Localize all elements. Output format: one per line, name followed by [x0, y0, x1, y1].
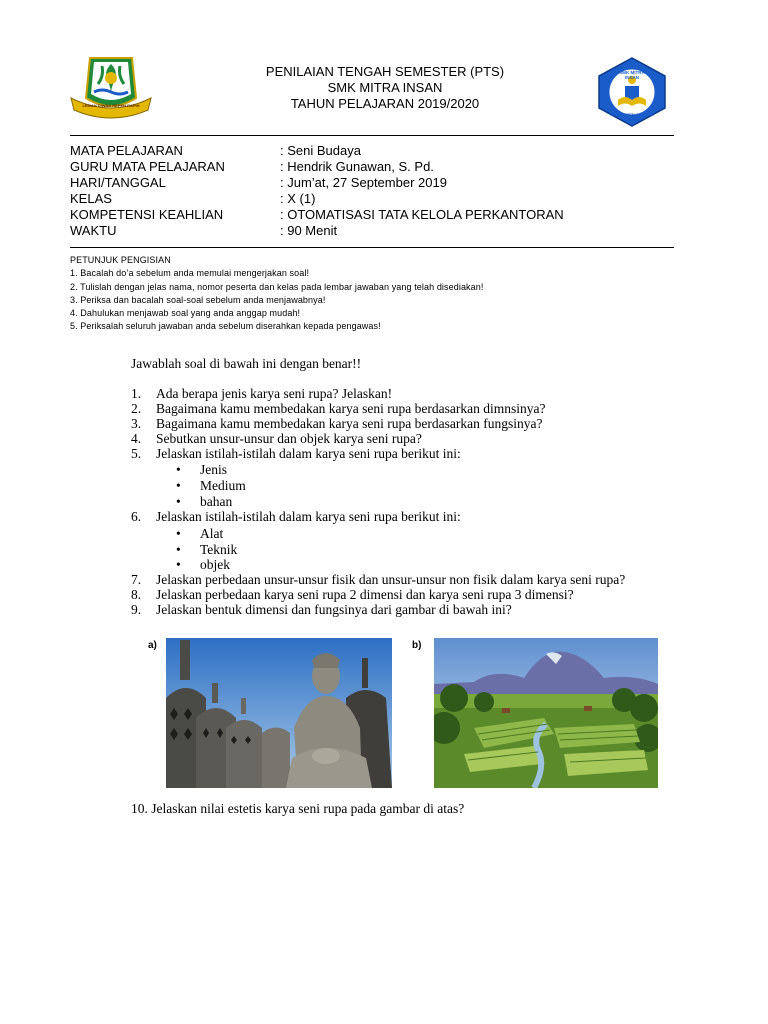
list-item [176, 542, 237, 558]
question-text: Sebutkan unsur-unsur dan objek karya seni rupa? [156, 431, 422, 446]
logo-ring-text-top: SMK MITRA INSAN [619, 70, 645, 80]
question-item [131, 587, 574, 603]
question-number: 4. [131, 431, 142, 446]
west-java-emblem-logo [68, 54, 154, 124]
info-value: : X (1) [280, 191, 316, 206]
list-item [176, 478, 246, 494]
petunjuk-item: 1. Bacalah do’a sebelum anda memulai mengerjakan soal! [70, 268, 310, 278]
emblem-banner-text: LEMAH DIWAN REPEH RAPIH [82, 103, 140, 108]
question-number: 6. [131, 509, 142, 524]
info-divider [70, 247, 674, 248]
list-item [176, 526, 223, 542]
petunjuk-heading: PETUNJUK PENGISIAN [70, 255, 171, 265]
bullet-icon: • [176, 462, 181, 477]
bullet-icon: • [176, 542, 181, 557]
landscape-painting [434, 638, 658, 788]
question-number: 5. [131, 446, 142, 461]
question-text: Jelaskan perbedaan karya seni rupa 2 dimensi dan karya seni rupa 3 dimensi? [156, 587, 574, 602]
question-text: Jelaskan perbedaan unsur-unsur fisik dan unsur-unsur non fisik dalam karya seni rupa? [156, 572, 626, 587]
question-number: 9. [131, 602, 142, 617]
info-label: HARI/TANGGAL [70, 175, 166, 190]
info-value: : Seni Budaya [280, 143, 361, 158]
header-divider [70, 135, 674, 136]
bullet-text: Teknik [200, 542, 238, 557]
question-item [131, 431, 422, 447]
info-label: KOMPETENSI KEAHLIAN [70, 207, 224, 222]
question-number: 3. [131, 416, 142, 431]
logo-ring-text-bottom: KABUPATEN CIANJUR [610, 112, 654, 117]
list-item [176, 462, 227, 478]
question-number: 1. [131, 386, 142, 401]
exam-title-line-2: SMK MITRA INSAN [327, 80, 443, 95]
question-text: Bagaimana kamu membedakan karya seni rupa berdasarkan fungsinya? [156, 416, 543, 431]
bullet-icon: • [176, 526, 181, 541]
info-label: GURU MATA PELAJARAN [70, 159, 225, 174]
exam-title-line-1: PENILAIAN TENGAH SEMESTER (PTS) [265, 64, 505, 79]
instruction-text: Jawablah soal di bawah ini dengan benar!! [131, 356, 362, 371]
question-item [131, 386, 392, 402]
smk-mitra-insan-logo [592, 56, 672, 128]
petunjuk-item: 5. Periksalah seluruh jawaban anda sebelum diserahkan kepada pengawas! [70, 321, 381, 331]
borobudur-buddha-photo [166, 638, 392, 788]
question-item [131, 602, 512, 618]
question-number: 7. [131, 572, 142, 587]
question-text: Jelaskan istilah-istilah dalam karya seni rupa berikut ini: [156, 446, 461, 461]
image-a-label: a) [148, 640, 157, 651]
bullet-text: Medium [200, 478, 246, 493]
question-text: Bagaimana kamu membedakan karya seni rupa berdasarkan dimnsinya? [156, 401, 546, 416]
question-item [131, 446, 461, 462]
info-value: : OTOMATISASI TATA KELOLA PERKANTORAN [280, 207, 564, 222]
petunjuk-item: 3. Periksa dan bacalah soal-soal sebelum anda menjawabnya! [70, 295, 326, 305]
info-value: : Hendrik Gunawan, S. Pd. [280, 159, 434, 174]
list-item [176, 557, 230, 573]
list-item [176, 494, 232, 510]
bullet-icon: • [176, 478, 181, 493]
question-item [131, 801, 464, 817]
question-text: Ada berapa jenis karya seni rupa? Jelaskan! [156, 386, 393, 401]
bullet-text: Alat [200, 526, 224, 541]
info-value: : 90 Menit [280, 223, 338, 238]
petunjuk-item: 4. Dahulukan menjawab soal yang anda anggap mudah! [70, 308, 301, 318]
bullet-text: objek [200, 557, 230, 572]
question-number: 2. [131, 401, 142, 416]
question-number: 10. [131, 801, 148, 816]
question-item [131, 509, 461, 525]
petunjuk-item: 2. Tulislah dengan jelas nama, nomor peserta dan kelas pada lembar jawaban yang telah disediakan! [70, 282, 484, 292]
bullet-icon: • [176, 557, 181, 572]
bullet-text: bahan [200, 494, 233, 509]
question-text: Jelaskan bentuk dimensi dan fungsinya dari gambar di bawah ini? [156, 602, 512, 617]
question-text: Jelaskan istilah-istilah dalam karya seni rupa berikut ini: [156, 509, 461, 524]
info-label: MATA PELAJARAN [70, 143, 183, 158]
bullet-icon: • [176, 494, 181, 509]
question-item [131, 572, 625, 588]
info-value: : Jum’at, 27 September 2019 [280, 175, 447, 190]
info-label: WAKTU [70, 223, 117, 238]
exam-title-line-3: TAHUN PELAJARAN 2019/2020 [290, 96, 480, 111]
bullet-text: Jenis [200, 462, 227, 477]
question-number: 8. [131, 587, 142, 602]
image-b-label: b) [412, 640, 422, 651]
info-label: KELAS [70, 191, 112, 206]
question-item [131, 416, 542, 432]
question-text: Jelaskan nilai estetis karya seni rupa pada gambar di atas? [151, 801, 465, 816]
question-item [131, 401, 545, 417]
